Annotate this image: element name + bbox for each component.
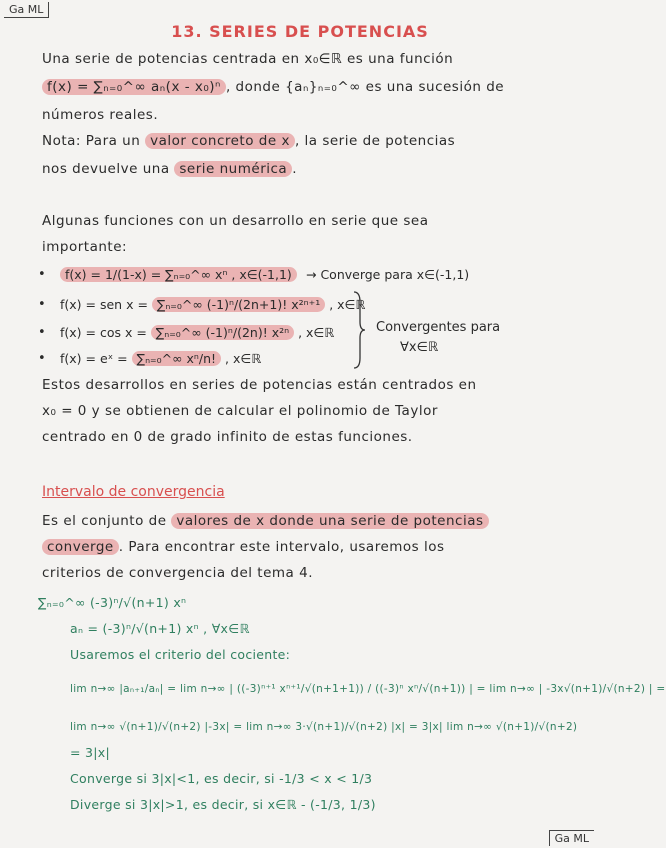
bullet-2: • xyxy=(38,297,46,312)
note-suffix: , la serie de potencias xyxy=(294,133,456,149)
functions-outro-1: Estos desarrollos en series de potencias están centrados en xyxy=(42,377,477,393)
formula-exp xyxy=(60,350,261,368)
note2-suffix: . xyxy=(292,161,297,177)
interval-highlight-1: valores de x donde una serie de potencias xyxy=(171,513,488,529)
intro-line-2 xyxy=(42,78,504,96)
interval-line-1-prefix: Es el conjunto de xyxy=(42,513,172,529)
example-converge: Converge si 3|x|<1, es decir, si -1/3 < x < 1/3 xyxy=(70,771,373,786)
functions-intro-2: importante: xyxy=(42,239,128,255)
curly-brace-icon xyxy=(352,290,366,370)
intro-line-3: números reales. xyxy=(42,107,159,123)
example-an: aₙ = (-3)ⁿ/√(n+1) xⁿ , ∀x∈ℝ xyxy=(70,621,250,636)
bullet-3: • xyxy=(38,325,46,340)
formula-sine xyxy=(60,296,365,314)
note-highlight-value: valor concreto de x xyxy=(145,133,295,149)
corner-tag-bottom: Ga ML xyxy=(549,830,594,846)
note-line-2 xyxy=(42,160,297,178)
note-line-1 xyxy=(42,132,455,150)
interval-line-2 xyxy=(42,538,445,556)
formula-cosine-domain: , x∈ℝ xyxy=(294,325,335,340)
example-criterion: Usaremos el criterio del cociente: xyxy=(70,647,291,662)
formula-exp-domain: , x∈ℝ xyxy=(221,351,262,366)
example-limit-1: lim n→∞ |aₙ₊₁/aₙ| = lim n→∞ | ((-3)ⁿ⁺¹ xⁿ⁺¹/√(n+1+1)) / ((-3)ⁿ xⁿ/√(n+1)) | = lim n→∞ | -3x√(n+1)/√(n+2) | = xyxy=(70,683,666,695)
example-limit-2: lim n→∞ √(n+1)/√(n+2) |-3x| = lim n→∞ 3·√(n+1)/√(n+2) |x| = 3|x| lim n→∞ √(n+1)/√(n+2) xyxy=(70,721,578,733)
bullet-4: • xyxy=(38,351,46,366)
formula-sine-highlight: ∑ₙ₌₀^∞ (-1)ⁿ/(2n+1)! x²ⁿ⁺¹ xyxy=(152,297,325,312)
intro-line-1: Una serie de potencias centrada en x₀∈ℝ es una función xyxy=(42,51,454,67)
functions-outro-3: centrado en 0 de grado infinito de estas funciones. xyxy=(42,429,413,445)
section-heading-interval: Intervalo de convergencia xyxy=(42,484,225,500)
interval-highlight-converge: converge xyxy=(42,539,119,555)
series-definition-highlight: f(x) = ∑ₙ₌₀^∞ aₙ(x - x₀)ⁿ xyxy=(42,79,226,95)
bullet-1: • xyxy=(38,267,46,282)
formula-exp-lhs: f(x) = eˣ = xyxy=(60,351,132,366)
brace-label-1: Convergentes para xyxy=(376,320,501,335)
corner-tag-top: Ga ML xyxy=(4,2,49,18)
formula-exp-highlight: ∑ₙ₌₀^∞ xⁿ/n! xyxy=(132,351,221,366)
note-prefix: Nota: Para un xyxy=(42,133,146,149)
formula-cosine xyxy=(60,324,334,342)
interval-line-2-rest: . Para encontrar este intervalo, usaremos los xyxy=(118,539,445,555)
formula-cosine-highlight: ∑ₙ₌₀^∞ (-1)ⁿ/(2n)! x²ⁿ xyxy=(151,325,294,340)
functions-outro-2: x₀ = 0 y se obtienen de calcular el polinomio de Taylor xyxy=(42,403,438,419)
interval-line-3: criterios de convergencia del tema 4. xyxy=(42,565,313,581)
example-diverge: Diverge si 3|x|>1, es decir, si x∈ℝ - (-1/3, 1/3) xyxy=(70,797,376,812)
formula-geometric-note: → Converge para x∈(-1,1) xyxy=(306,267,470,282)
page-title: 13. SERIES DE POTENCIAS xyxy=(171,22,429,41)
formula-sine-domain: , x∈ℝ xyxy=(325,297,366,312)
intro-line-2-rest: , donde {aₙ}ₙ₌₀^∞ es una sucesión de xyxy=(225,79,505,95)
example-limit-3: = 3|x| xyxy=(70,745,111,760)
example-series: ∑ₙ₌₀^∞ (-3)ⁿ/√(n+1) xⁿ xyxy=(38,595,187,610)
note2-prefix: nos devuelve una xyxy=(42,161,175,177)
functions-intro-1: Algunas funciones con un desarrollo en serie que sea xyxy=(42,213,429,229)
formula-geometric xyxy=(60,266,297,284)
note-highlight-numeric-series: serie numérica xyxy=(174,161,292,177)
formula-geometric-highlight: f(x) = 1/(1-x) = ∑ₙ₌₀^∞ xⁿ , x∈(-1,1) xyxy=(60,267,297,282)
formula-cosine-lhs: f(x) = cos x = xyxy=(60,325,151,340)
interval-line-1 xyxy=(42,512,489,530)
formula-sine-lhs: f(x) = sen x = xyxy=(60,297,152,312)
brace-label-2: ∀x∈ℝ xyxy=(400,340,439,355)
